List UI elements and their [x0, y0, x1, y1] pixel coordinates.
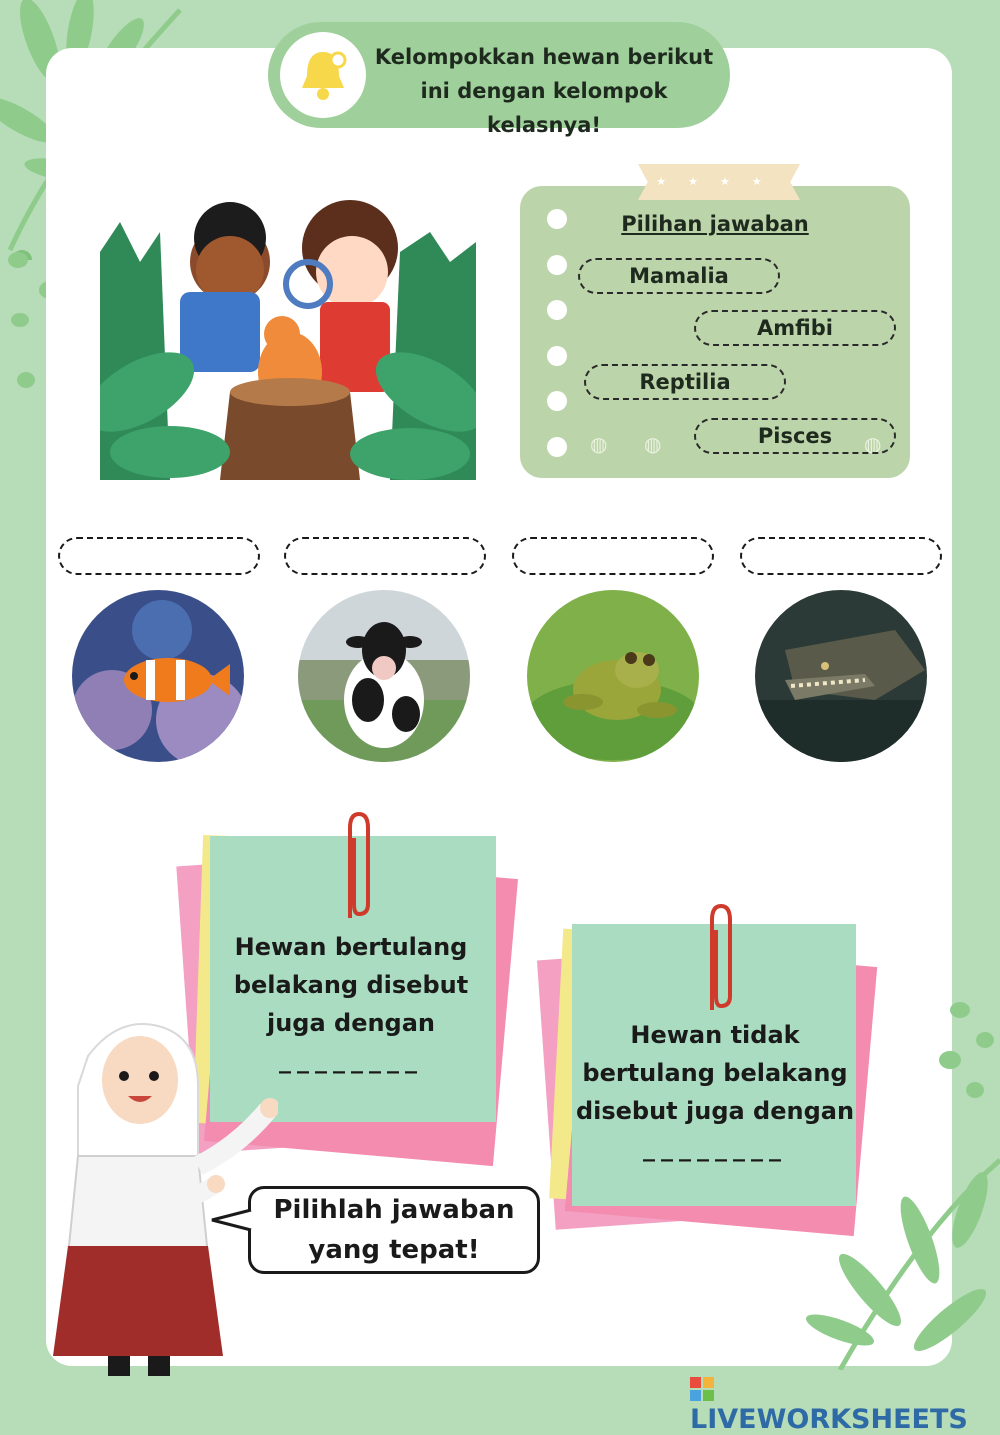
- star-icons: ★★★★: [656, 175, 784, 188]
- note-invertebrate-blank[interactable]: ________: [643, 1134, 787, 1162]
- bell-icon: [280, 32, 366, 118]
- clownfish-photo: [72, 590, 244, 762]
- ring-hole: [547, 209, 567, 229]
- ring-hole: [547, 391, 567, 411]
- instruction-line-1: Kelompokkan hewan berikut: [374, 45, 714, 69]
- drop-box-4[interactable]: [740, 537, 942, 575]
- instruction-line-2: ini dengan kelompok kelasnya!: [420, 79, 668, 137]
- liveworksheets-icon: [690, 1377, 714, 1401]
- note-vertebrate-line-3: juga dengan: [266, 1009, 436, 1037]
- paperclip-icon: [342, 808, 376, 928]
- crocodile-photo: [755, 590, 927, 762]
- apple-icon: ◍: [644, 432, 662, 456]
- answer-chip-pisces[interactable]: Pisces: [694, 418, 896, 454]
- note-invertebrate-line-2: bertulang belakang: [582, 1059, 848, 1087]
- apple-icon: ◍: [864, 432, 882, 456]
- note-vertebrate-line-2: belakang disebut: [233, 971, 469, 999]
- answer-choices-title: Pilihan jawaban: [621, 212, 809, 236]
- answer-chip-mamalia[interactable]: Mamalia: [578, 258, 780, 294]
- answer-chip-reptilia[interactable]: Reptilia: [584, 364, 786, 400]
- liveworksheets-logo: [690, 1372, 990, 1435]
- bell-badge: [280, 32, 366, 118]
- instruction-text: [364, 40, 724, 142]
- drop-box-1[interactable]: [58, 537, 260, 575]
- drop-box-2[interactable]: [284, 537, 486, 575]
- note-invertebrate-line-1: Hewan tidak: [630, 1021, 800, 1049]
- apple-icon: ◍: [590, 432, 608, 456]
- speech-bubble-text: [258, 1190, 530, 1270]
- drop-box-3[interactable]: [512, 537, 714, 575]
- speech-bubble-tail: [210, 1206, 254, 1236]
- ring-hole: [547, 346, 567, 366]
- paperclip-icon: [704, 900, 738, 1020]
- speech-bubble-line-1: Pilihlah jawaban: [273, 1195, 515, 1225]
- answer-chip-amfibi[interactable]: Amfibi: [694, 310, 896, 346]
- ring-hole: [547, 300, 567, 320]
- note-invertebrate-line-3: disebut juga dengan: [575, 1097, 855, 1125]
- girl-character: [48, 1016, 278, 1386]
- frog-photo: [527, 590, 699, 762]
- brand-name: LIVEWORKSHEETS: [690, 1404, 968, 1435]
- note-invertebrate-text: [570, 1016, 860, 1130]
- ring-hole: [547, 437, 567, 457]
- speech-bubble-line-2: yang tepat!: [308, 1235, 480, 1265]
- ring-hole: [547, 255, 567, 275]
- kids-jungle-illustration: [100, 192, 476, 480]
- cow-photo: [298, 590, 470, 762]
- note-vertebrate-line-1: Hewan bertulang: [234, 933, 468, 961]
- note-vertebrate-blank[interactable]: ________: [279, 1046, 423, 1074]
